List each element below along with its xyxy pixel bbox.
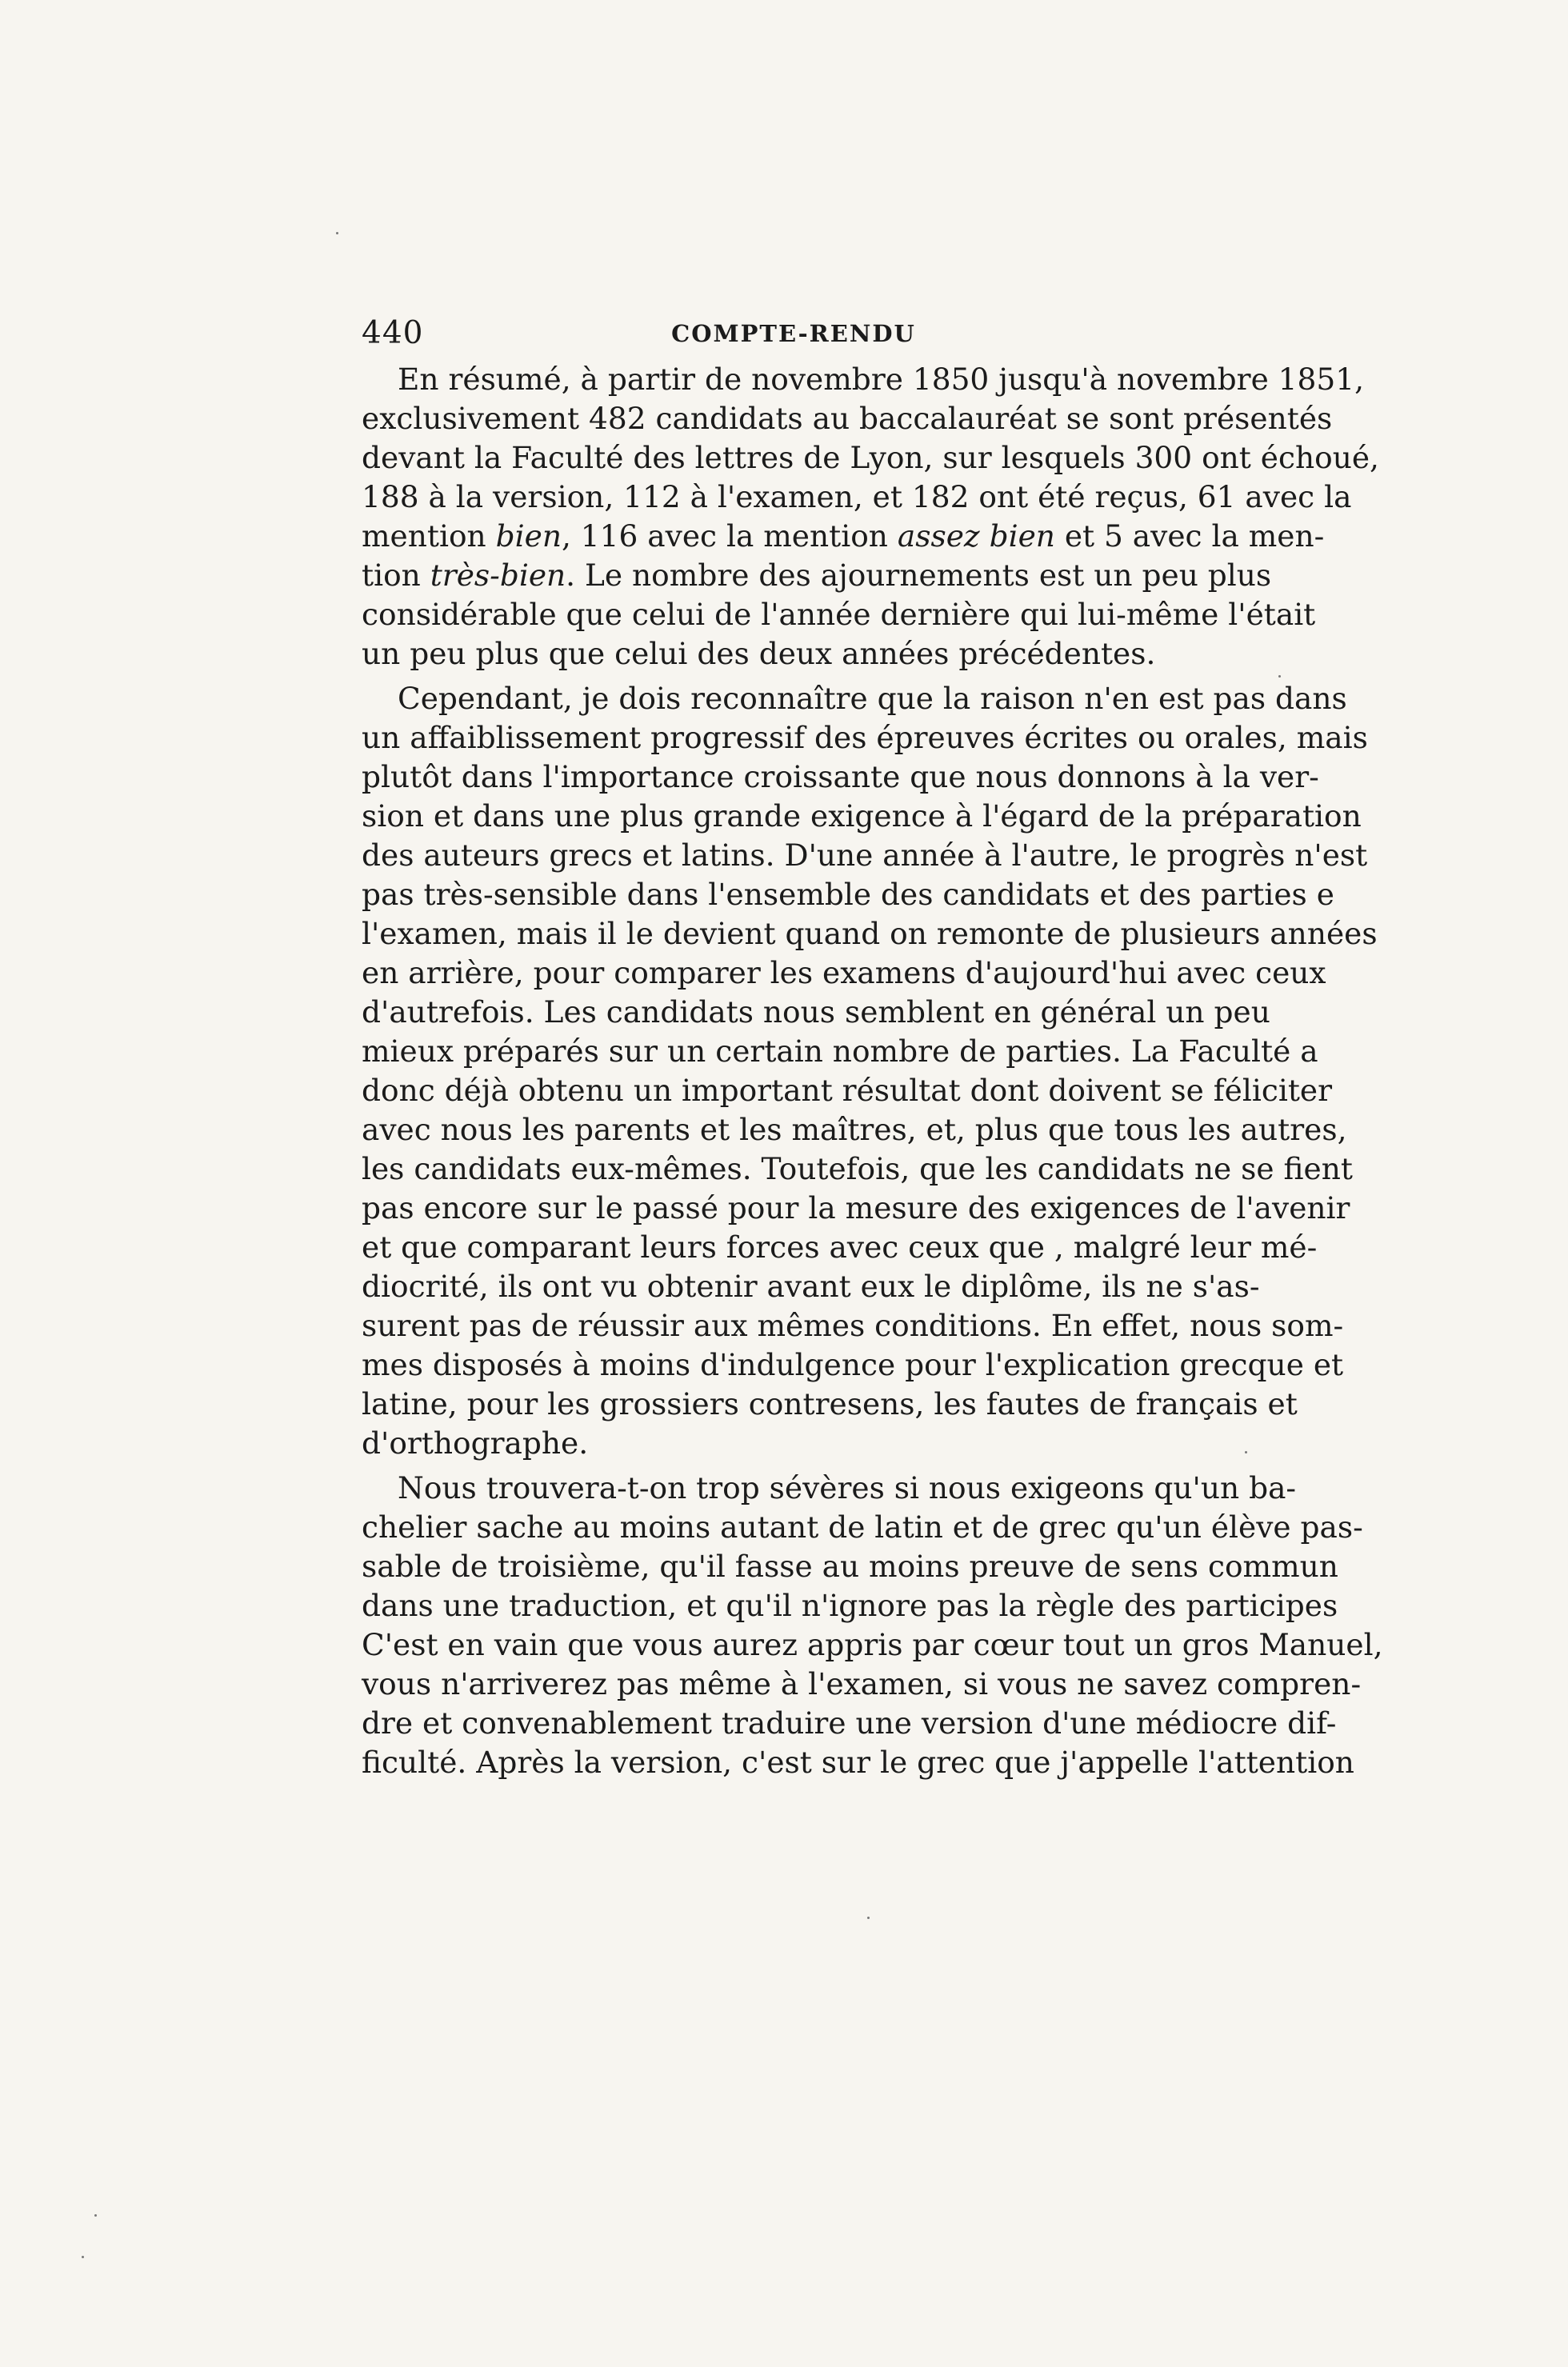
text-line bbox=[362, 556, 1272, 595]
text-run: et 5 avec la men- bbox=[1054, 518, 1325, 554]
page-header bbox=[362, 314, 1226, 354]
text-run: . Le nombre des ajournements est un peu plus bbox=[566, 558, 1272, 593]
text-line: chelier sache au moins autant de latin et de grec qu'un élève pas- bbox=[362, 1509, 1363, 1545]
text-line: vous n'arriverez pas même à l'examen, si vous ne savez compren- bbox=[362, 1666, 1362, 1701]
text-line: mieux préparés sur un certain nombre de parties. La Faculté a bbox=[362, 1034, 1318, 1069]
italic-mention: bien bbox=[495, 518, 562, 554]
text-line: dre et convenablement traduire une version d'une médiocre dif- bbox=[362, 1705, 1337, 1741]
text-line: un peu plus que celui des deux années précédentes. bbox=[362, 636, 1156, 671]
text-line: latine, pour les grossiers contresens, les fautes de français et bbox=[362, 1386, 1298, 1421]
text-line: d'orthographe. bbox=[362, 1425, 589, 1461]
text-line: pas encore sur le passé pour la mesure des exigences de l'avenir bbox=[362, 1190, 1350, 1225]
text-line: mes disposés à moins d'indulgence pour l'explication grecque et bbox=[362, 1347, 1344, 1382]
paragraph-summary bbox=[362, 360, 1379, 674]
text-line: l'examen, mais il le devient quand on remonte de plusieurs années bbox=[362, 916, 1378, 951]
text-line: les candidats eux-mêmes. Toutefois, que les candidats ne se fient bbox=[362, 1151, 1353, 1186]
text-line: surent pas de réussir aux mêmes conditions. En effet, nous som- bbox=[362, 1308, 1344, 1343]
paper-speck bbox=[1245, 1451, 1247, 1453]
text-line: en arrière, pour comparer les examens d'aujourd'hui avec ceux bbox=[362, 955, 1326, 990]
text-line: avec nous les parents et les maîtres, et, plus que tous les autres, bbox=[362, 1112, 1347, 1147]
paragraph-requirements bbox=[362, 1469, 1383, 1782]
text-line: Nous trouvera-t-on trop sévères si nous exigeons qu'un ba- bbox=[398, 1470, 1297, 1505]
text-line: ficulté. Après la version, c'est sur le grec que j'appelle l'attention bbox=[362, 1745, 1354, 1780]
text-line: sion et dans une plus grande exigence à l'égard de la préparation bbox=[362, 798, 1362, 834]
text-line: dans une traduction, et qu'il n'ignore pas la règle des participes bbox=[362, 1588, 1338, 1623]
paper-speck bbox=[82, 2256, 84, 2258]
paper-speck bbox=[867, 1917, 870, 1919]
italic-mention: très-bien bbox=[430, 558, 566, 593]
text-line: En résumé, à partir de novembre 1850 jusqu'à novembre 1851, bbox=[398, 362, 1365, 397]
text-run: mention bbox=[362, 518, 496, 554]
text-line: sable de troisième, qu'il fasse au moins preuve de sens commun bbox=[362, 1549, 1338, 1584]
body-text bbox=[362, 360, 1383, 1788]
text-line bbox=[362, 517, 1325, 556]
text-line: et que comparant leurs forces avec ceux que , malgré leur mé- bbox=[362, 1229, 1318, 1265]
text-line: d'autrefois. Les candidats nous semblent en général un peu bbox=[362, 994, 1270, 1030]
text-line: un affaiblissement progressif des épreuves écrites ou orales, mais bbox=[362, 720, 1368, 755]
page-number: 440 bbox=[362, 315, 424, 351]
text-line: devant la Faculté des lettres de Lyon, sur lesquels 300 ont échoué, bbox=[362, 440, 1379, 475]
text-run: tion bbox=[362, 558, 430, 593]
paper-speck bbox=[336, 232, 338, 234]
italic-mention: assez bien bbox=[897, 518, 1055, 554]
text-line: exclusivement 482 candidats au baccalauréat se sont présentés bbox=[362, 401, 1333, 436]
text-line: plutôt dans l'importance croissante que nous donnons à la ver- bbox=[362, 759, 1319, 794]
text-run: , 116 avec la mention bbox=[561, 518, 898, 554]
text-line: 188 à la version, 112 à l'examen, et 182 ont été reçus, 61 avec la bbox=[362, 479, 1352, 514]
text-line: C'est en vain que vous aurez appris par cœur tout un gros Manuel, bbox=[362, 1627, 1383, 1662]
text-line: donc déjà obtenu un important résultat dont doivent se féliciter bbox=[362, 1073, 1333, 1108]
text-line: considérable que celui de l'année dernière qui lui-même l'était bbox=[362, 597, 1316, 632]
text-line: diocrité, ils ont vu obtenir avant eux le diplôme, ils ne s'as- bbox=[362, 1269, 1260, 1304]
text-line: pas très-sensible dans l'ensemble des candidats et des parties e bbox=[362, 877, 1334, 912]
paper-speck bbox=[94, 2214, 97, 2217]
text-line: des auteurs grecs et latins. D'une année à l'autre, le progrès n'est bbox=[362, 838, 1368, 873]
paragraph-analysis bbox=[362, 679, 1378, 1463]
running-title: COMPTE-RENDU bbox=[671, 320, 916, 347]
text-line: Cependant, je dois reconnaître que la raison n'en est pas dans bbox=[398, 681, 1347, 716]
paper-speck bbox=[1278, 675, 1281, 678]
